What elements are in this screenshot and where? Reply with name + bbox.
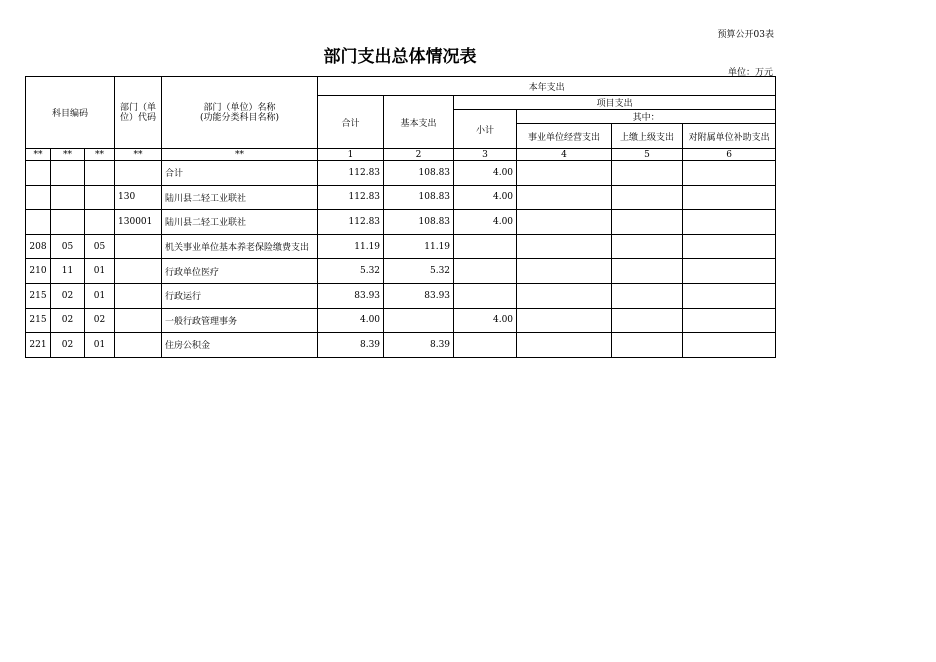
subject-class-cell xyxy=(26,185,51,210)
col-number: 6 xyxy=(683,149,776,161)
star-cell: ** xyxy=(162,149,318,161)
col-number: 3 xyxy=(454,149,517,161)
subsidy-cell xyxy=(683,161,776,186)
table-body xyxy=(26,161,776,358)
subject-class-cell xyxy=(26,210,51,235)
subtotal-cell xyxy=(454,283,517,308)
dept-name-cell: 行政单位医疗 xyxy=(162,259,318,284)
dept-name-cell: 一般行政管理事务 xyxy=(162,308,318,333)
subject-item-cell: 05 xyxy=(85,234,115,259)
star-cell: ** xyxy=(26,149,51,161)
to-superior-cell xyxy=(612,161,683,186)
table-row xyxy=(26,210,776,235)
subject-section-cell: 02 xyxy=(51,308,85,333)
business-cell xyxy=(517,161,612,186)
dept-name-cell: 陆川县二轻工业联社 xyxy=(162,185,318,210)
subject-item-cell xyxy=(85,210,115,235)
total-cell: 5.32 xyxy=(318,259,384,284)
dept-name-cell: 行政运行 xyxy=(162,283,318,308)
business-cell xyxy=(517,210,612,235)
subject-item-cell xyxy=(85,185,115,210)
business-cell xyxy=(517,283,612,308)
subsidy-cell xyxy=(683,259,776,284)
header-basic: 基本支出 xyxy=(384,96,454,149)
subject-item-cell: 01 xyxy=(85,333,115,358)
form-number: 预算公开03表 xyxy=(717,30,774,40)
header-total: 合计 xyxy=(318,96,384,149)
subject-class-cell: 215 xyxy=(26,308,51,333)
basic-cell: 108.83 xyxy=(384,210,454,235)
header-subsidy: 对附属单位补助支出 xyxy=(683,124,776,149)
basic-cell: 8.39 xyxy=(384,333,454,358)
total-cell: 11.19 xyxy=(318,234,384,259)
to-superior-cell xyxy=(612,259,683,284)
subtotal-cell: 4.00 xyxy=(454,161,517,186)
subject-section-cell: 05 xyxy=(51,234,85,259)
total-cell: 112.83 xyxy=(318,210,384,235)
subject-item-cell: 01 xyxy=(85,259,115,284)
dept-name-cell: 机关事业单位基本养老保险缴费支出 xyxy=(162,234,318,259)
business-cell xyxy=(517,185,612,210)
header-dept-code: 部门（单位）代码 xyxy=(115,77,162,149)
subtotal-cell xyxy=(454,234,517,259)
to-superior-cell xyxy=(612,234,683,259)
subtotal-cell: 4.00 xyxy=(454,308,517,333)
star-cell: ** xyxy=(85,149,115,161)
total-cell: 112.83 xyxy=(318,161,384,186)
col-number: 5 xyxy=(612,149,683,161)
star-cell: ** xyxy=(51,149,85,161)
basic-cell: 108.83 xyxy=(384,185,454,210)
subject-item-cell: 02 xyxy=(85,308,115,333)
subject-section-cell xyxy=(51,161,85,186)
total-cell: 112.83 xyxy=(318,185,384,210)
subject-section-cell: 02 xyxy=(51,333,85,358)
dept-code-cell xyxy=(115,259,162,284)
dept-code-cell xyxy=(115,283,162,308)
dept-code-cell xyxy=(115,234,162,259)
page-title: 部门支出总体情况表 xyxy=(323,47,477,67)
table-row xyxy=(26,308,776,333)
dept-name-cell: 住房公积金 xyxy=(162,333,318,358)
subtotal-cell: 4.00 xyxy=(454,210,517,235)
basic-cell: 83.93 xyxy=(384,283,454,308)
table-row xyxy=(26,161,776,186)
basic-cell: 11.19 xyxy=(384,234,454,259)
subsidy-cell xyxy=(683,283,776,308)
dept-name-cell: 合计 xyxy=(162,161,318,186)
subject-class-cell: 208 xyxy=(26,234,51,259)
header-project: 项目支出 xyxy=(454,96,776,110)
subject-class-cell: 215 xyxy=(26,283,51,308)
header-dept-name-sub: (功能分类科目名称) xyxy=(200,112,280,123)
dept-code-cell xyxy=(115,161,162,186)
to-superior-cell xyxy=(612,210,683,235)
basic-cell: 108.83 xyxy=(384,161,454,186)
to-superior-cell xyxy=(612,283,683,308)
subsidy-cell xyxy=(683,308,776,333)
header-subject-code: 科目编码 xyxy=(26,77,115,149)
col-number: 2 xyxy=(384,149,454,161)
subsidy-cell xyxy=(683,210,776,235)
subject-section-cell xyxy=(51,210,85,235)
subsidy-cell xyxy=(683,333,776,358)
subject-class-cell: 221 xyxy=(26,333,51,358)
subject-section-cell xyxy=(51,185,85,210)
table-row xyxy=(26,185,776,210)
col-number: 1 xyxy=(318,149,384,161)
business-cell xyxy=(517,259,612,284)
business-cell xyxy=(517,234,612,259)
header-of-which: 其中： xyxy=(517,110,776,124)
to-superior-cell xyxy=(612,333,683,358)
dept-code-cell xyxy=(115,308,162,333)
header-dept-name xyxy=(162,77,318,149)
subject-class-cell: 210 xyxy=(26,259,51,284)
subtotal-cell xyxy=(454,259,517,284)
dept-name-cell: 陆川县二轻工业联社 xyxy=(162,210,318,235)
header-subtotal: 小计 xyxy=(454,110,517,149)
dept-code-cell: 130 xyxy=(115,185,162,210)
col-number: 4 xyxy=(517,149,612,161)
dept-code-cell: 130001 xyxy=(115,210,162,235)
header-business: 事业单位经营支出 xyxy=(517,124,612,149)
table-row xyxy=(26,259,776,284)
unit-label: 单位：万元 xyxy=(728,68,774,78)
subsidy-cell xyxy=(683,185,776,210)
basic-cell xyxy=(384,308,454,333)
header-to-superior: 上缴上级支出 xyxy=(612,124,683,149)
to-superior-cell xyxy=(612,308,683,333)
total-cell: 4.00 xyxy=(318,308,384,333)
subject-section-cell: 02 xyxy=(51,283,85,308)
dept-code-cell xyxy=(115,333,162,358)
subject-section-cell: 11 xyxy=(51,259,85,284)
business-cell xyxy=(517,333,612,358)
table-row xyxy=(26,333,776,358)
subject-item-cell xyxy=(85,161,115,186)
to-superior-cell xyxy=(612,185,683,210)
subtotal-cell: 4.00 xyxy=(454,185,517,210)
table-row xyxy=(26,234,776,259)
basic-cell: 5.32 xyxy=(384,259,454,284)
business-cell xyxy=(517,308,612,333)
subject-item-cell: 01 xyxy=(85,283,115,308)
total-cell: 83.93 xyxy=(318,283,384,308)
expenditure-table xyxy=(25,76,776,358)
subsidy-cell xyxy=(683,234,776,259)
subtotal-cell xyxy=(454,333,517,358)
total-cell: 8.39 xyxy=(318,333,384,358)
header-current-year: 本年支出 xyxy=(318,77,776,96)
subject-class-cell xyxy=(26,161,51,186)
table-row xyxy=(26,283,776,308)
star-cell: ** xyxy=(115,149,162,161)
header-dept-name-main: 部门（单位）名称 xyxy=(203,102,276,113)
